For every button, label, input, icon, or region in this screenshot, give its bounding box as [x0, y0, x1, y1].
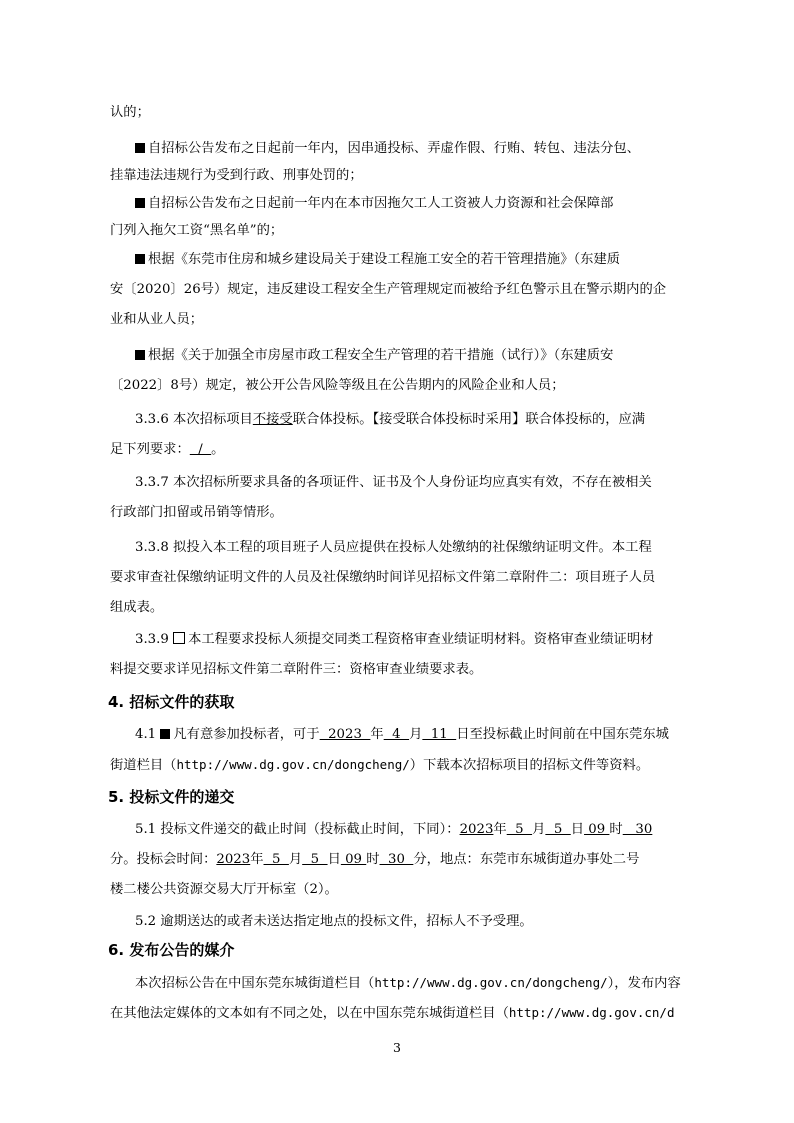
- text-line: 足下列要求： / 。: [110, 442, 225, 457]
- website-link[interactable]: http://www.dg.gov.cn/d: [508, 1005, 675, 1020]
- filled-square-icon: [135, 254, 145, 264]
- text-line: 5.1 投标文件递交的截止时间（投标截止时间，下同）：2023年 5 月 5 日 09 时 30: [135, 822, 653, 837]
- filled-square-icon: [160, 729, 170, 739]
- section-heading: 5. 投标文件的递交: [108, 788, 235, 806]
- section-heading: 4. 招标文件的获取: [108, 693, 235, 711]
- text-line: 3.3.8 拟投入本工程的项目班子人员应提供在投标人处缴纳的社保缴纳证明文件。本工程: [135, 540, 652, 555]
- text-line: 组成表。: [110, 600, 164, 615]
- page-number: 3: [393, 1040, 401, 1055]
- filled-square-icon: [135, 198, 145, 208]
- filled-square-icon: [135, 350, 145, 360]
- text-line: 楼二楼公共资源交易大厅开标室（2）。: [110, 882, 338, 897]
- text-line: 5.2 逾期送达的或者未送达指定地点的投标文件，招标人不予受理。: [135, 914, 533, 929]
- text-line: 在其他法定媒体的文本如有不同之处，以在中国东莞东城街道栏目（http://www.dg.gov.cn/d: [110, 1005, 675, 1021]
- text-line: 要求审查社保缴纳证明文件的人员及社保缴纳时间详见招标文件第二章附件二：项目班子人员: [110, 570, 656, 585]
- text-line: 〔2022〕8号）规定，被公开公告风险等级且在公告期内的风险企业和人员；: [110, 378, 565, 393]
- checkbox-icon: [173, 632, 185, 644]
- text-line: 3.3.6 本次招标项目不接受联合体投标。【接受联合体投标时采用】联合体投标的，应满: [135, 412, 646, 427]
- text-line: 3.3.9 本工程要求投标人须提交同类工程资格审查业绩证明材料。资格审查业绩证明材: [135, 632, 654, 647]
- text-line: 根据《关于加强全市房屋市政工程安全生产管理的若干措施（试行）》（东建质安: [135, 347, 710, 365]
- text-line: 自招标公告发布之日起前一年内，因串通投标、弄虚作假、行贿、转包、违法分包、: [135, 140, 710, 158]
- text-line: 4.1 凡有意参加投标者，可于 2023 年 4 月 11 日至投标截止时间前在中国东莞东城: [135, 727, 669, 742]
- filled-square-icon: [135, 143, 145, 153]
- text-line: 街道栏目（http://www.dg.gov.cn/dongcheng/）下载本次招标项目的招标文件等资料。: [110, 757, 650, 773]
- text-line: 认的；: [110, 105, 150, 120]
- text-line: 根据《东莞市住房和城乡建设局关于建设工程施工安全的若干管理措施》（东建质: [135, 251, 710, 269]
- text-line: 料提交要求详见招标文件第二章附件三：资格审查业绩要求表。: [110, 662, 483, 677]
- underlined-field: /: [189, 442, 212, 457]
- text-line: 安〔2020〕26号）规定，违反建设工程安全生产管理规定而被给予红色警示且在警示期内的企: [110, 282, 667, 297]
- text-line: 本次招标公告在中国东莞东城街道栏目（http://www.dg.gov.cn/dongcheng/），发布内容: [135, 975, 681, 991]
- text-line: 行政部门扣留或吊销等情形。: [110, 505, 283, 520]
- website-link[interactable]: http://www.dg.gov.cn/dongcheng/: [374, 975, 608, 990]
- text-line: 业和从业人员；: [110, 312, 204, 327]
- text-line: 门列入拖欠工资“黑名单”的；: [110, 223, 284, 238]
- text-line: 3.3.7 本次招标所要求具备的各项证件、证书及个人身份证均应真实有效，不存在被相关: [135, 475, 652, 490]
- text-line: 自招标公告发布之日起前一年内在本市因拖欠工人工资被人力资源和社会保障部: [135, 195, 710, 213]
- underlined-field: 不接受: [252, 412, 293, 427]
- text-line: 挂靠违法违规行为受到行政、刑事处罚的；: [110, 168, 363, 183]
- section-heading: 6. 发布公告的媒介: [108, 941, 235, 959]
- website-link[interactable]: http://www.dg.gov.cn/dongcheng/: [176, 757, 410, 772]
- text-line: 分。投标会时间：2023年 5 月 5 日 09 时 30 分，地点：东莞市东城街道办事处二号: [110, 852, 640, 867]
